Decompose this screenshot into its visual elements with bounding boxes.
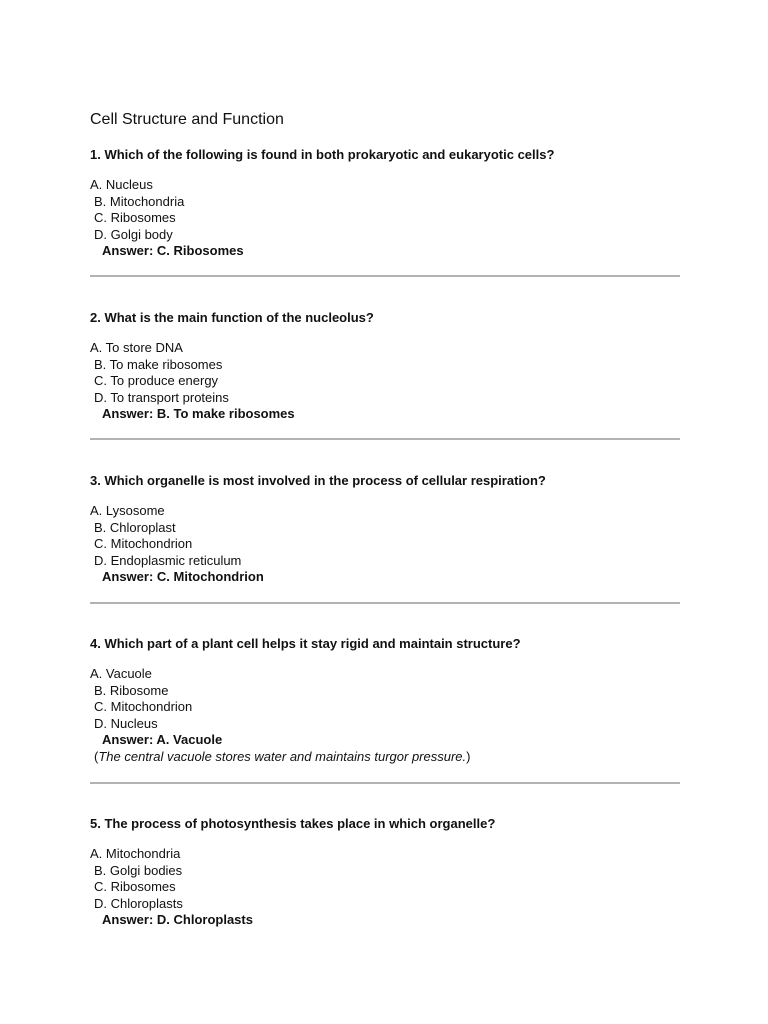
question-2 <box>90 310 680 423</box>
question-1 <box>90 147 680 260</box>
question-5 <box>90 816 680 929</box>
option-b: B. Mitochondria <box>94 193 185 209</box>
option-c: C. To produce energy <box>94 373 219 388</box>
page-title: Cell Structure and Function <box>90 111 284 128</box>
options-list <box>90 340 680 406</box>
option-a: A. Vacuole <box>90 666 152 681</box>
question-text: 4. Which part of a plant cell helps it stay rigid and maintain structure? <box>90 636 521 651</box>
options-list <box>90 666 680 732</box>
option-d: D. Golgi body <box>94 226 173 242</box>
option-a: A. To store DNA <box>90 340 183 355</box>
divider <box>90 782 680 784</box>
option-d: D. Chloroplasts <box>94 895 183 911</box>
options-list <box>90 177 680 243</box>
option-a: A. Nucleus <box>90 177 153 192</box>
options-list <box>90 846 680 912</box>
question-text: 5. The process of photosynthesis takes place in which organelle? <box>90 816 496 831</box>
option-c: C. Mitochondrion <box>94 699 193 714</box>
question-text: 1. Which of the following is found in both prokaryotic and eukaryotic cells? <box>90 147 555 162</box>
option-d: D. To transport proteins <box>94 389 229 405</box>
answer-explanation: (The central vacuole stores water and maintains turgor pressure.) <box>94 748 471 764</box>
answer-text: Answer: D. Chloroplasts <box>102 912 253 927</box>
option-c: C. Ribosomes <box>94 879 176 894</box>
explanation-text: The central vacuole stores water and maintains turgor pressure. <box>98 748 467 764</box>
answer-text: Answer: C. Mitochondrion <box>102 569 264 584</box>
option-b: B. To make ribosomes <box>94 356 223 372</box>
divider <box>90 438 680 440</box>
option-a: A. Mitochondria <box>90 846 181 861</box>
options-list <box>90 503 680 569</box>
question-3 <box>90 473 680 586</box>
question-4 <box>90 636 680 765</box>
answer-text: Answer: C. Ribosomes <box>102 243 244 258</box>
question-text: 2. What is the main function of the nucleolus? <box>90 310 374 325</box>
answer-text: Answer: A. Vacuole <box>102 732 223 747</box>
question-text: 3. Which organelle is most involved in the process of cellular respiration? <box>90 473 546 488</box>
divider <box>90 275 680 277</box>
option-c: C. Ribosomes <box>94 210 176 225</box>
option-d: D. Endoplasmic reticulum <box>94 552 242 568</box>
option-a: A. Lysosome <box>90 503 165 518</box>
option-c: C. Mitochondrion <box>94 536 193 551</box>
option-b: B. Ribosome <box>94 682 169 698</box>
answer-text: Answer: B. To make ribosomes <box>102 406 295 421</box>
divider <box>90 602 680 604</box>
option-b: B. Chloroplast <box>94 519 176 535</box>
option-d: D. Nucleus <box>94 715 158 731</box>
option-b: B. Golgi bodies <box>94 862 183 878</box>
